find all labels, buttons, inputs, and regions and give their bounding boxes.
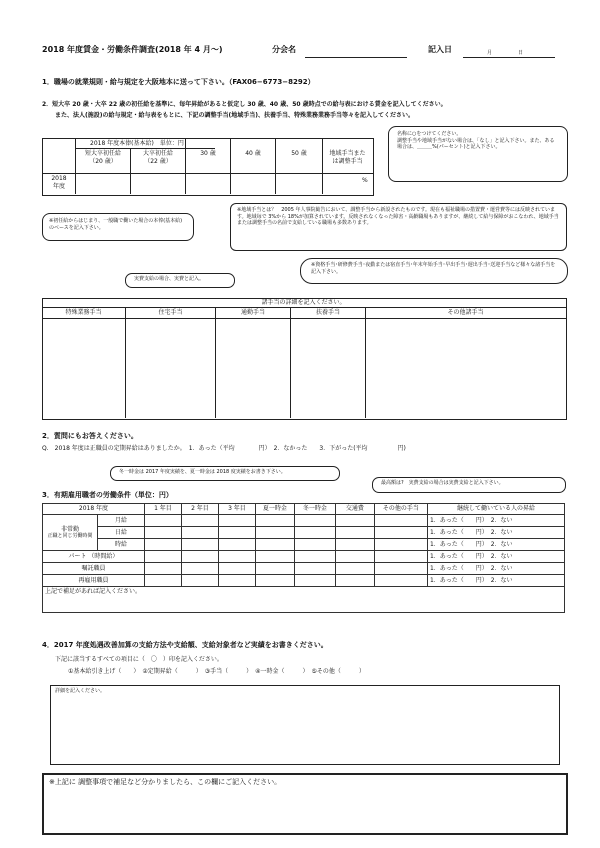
q2-line1: 2．短大卒 20 歳・大卒 22 歳の初任給を基準に、毎年昇給があると仮定し 30 歳、40 歳、50 歳時点での給与表における賃金を記入してください。 [42,101,447,108]
col-age-30: 30 歳 [200,150,216,157]
raise-cell-monthly: 1．あった（ 円） 2．ない [427,515,564,527]
q-raise-title: 2．質問にもお答えください。 [42,432,138,440]
q4-options[interactable]: ①基本給引き上げ（ ） ②定期昇給（ ） ③手当（ ） ④一時金（ ） ⑤その他（ ） [68,668,365,675]
row-reemployed: 再雇用職員 [43,575,145,587]
group-sub: 正職と同じ労働時間 [47,533,93,540]
q3-col-summer: 夏一時金 [255,504,294,515]
note-min-text: 最高額は? 実費支給の場合は実費支給と記入下さい。 [381,480,504,486]
q3-col-year1: 1 年目 [144,504,181,515]
note-actual-bubble [125,273,235,288]
percent-mark: % [362,177,368,184]
footer-note-text: ※上記に 調整事項で補足など分かりましたら、この欄にご記入ください。 [49,778,282,786]
note-start-text: ※初任給からはじまり、一般職で働いた場合の本俸(基本給)のベースを記入下さい。 [49,218,183,231]
day-label: 日 [518,50,524,56]
row-daily: 日給 [98,527,145,539]
group-label: 非常勤 [60,525,79,533]
q2-line2: また、法人(施設)の給与規定・給与表をもとに、下記の調整手当(地域手当)、扶養手当、特殊業務業務手当等々を記入してください。 [55,112,414,119]
date-label: 記入日 [428,45,452,54]
col-other-allowances: その他諸手当 [447,309,484,316]
col-junior-college: 短大卒初任給 （20 歳） [84,150,121,166]
salary-table-header: 2018 年度本俸(基本給) 単位：円 [90,140,184,147]
q1-text: 1．職場の就業規則・給与規定を大阪地本に送って下さい。（FAX06−6773−8292） [42,78,315,86]
q3-col-transport: 交通費 [335,504,374,515]
q3-col-raise: 継続して働いている人の昇給 [427,504,564,515]
note-allow-text: ※資格手当･研修費手当･夜勤または宿直手当･年末年始手当･早出手当･遅出手当･送迎手当など様々な諸手当を記入下さい。 [311,262,556,275]
raise-cell-contract: 1．あった（ 円） 2．ない [427,563,564,575]
q3-footer[interactable]: 上記で補足があれば記入ください。 [43,587,565,613]
q3-col-year2: 2 年目 [181,504,218,515]
footer-note-box[interactable] [42,773,568,835]
q3-col-other: その他の手当 [374,504,427,515]
raise-cell-hourly: 1．あった（ 円） 2．ない [427,539,564,551]
col-age-50: 50 歳 [291,150,307,157]
col-housing: 住宅手当 [158,309,183,316]
q3-col-year3: 3 年目 [218,504,255,515]
group-cell [43,515,98,551]
raise-cell-daily: 1．あった（ 円） 2．ない [427,527,564,539]
month-label: 月 [487,50,493,56]
q4-detail-box[interactable] [50,685,560,765]
q4-sub: 下記に該当するすべての項目に（ 〇 ）印を記入ください。 [55,656,223,663]
note-circle-bubble [388,126,568,182]
note-start-bubble [42,213,194,241]
allowances-title: 諸手当の詳細を記入ください。 [261,299,346,306]
company-label: 分会名 [272,45,296,54]
q4-title: 4．2017 年度処遇改善加算の支給方法や支給額、支給対象者など実績をお書きください。 [42,641,328,649]
row-2018: 2018 年度 [51,175,67,191]
col-special-duty: 特殊業務手当 [65,309,102,316]
col-regional-allowance: 地域手当また は調整手当 [329,150,366,166]
q3-col-year: 2018 年度 [43,504,145,515]
note-region-box [230,203,567,251]
q3-col-winter: 冬一時金 [294,504,335,515]
col-age-40: 40 歳 [245,150,261,157]
date-field[interactable] [463,57,555,58]
fixed-term-table [42,503,565,613]
row-part-time: パート （時間給） [43,551,145,563]
row-monthly: 月給 [98,515,145,527]
note-allow-bubble [300,258,568,284]
row-hourly: 時給 [98,539,145,551]
note-region-text: ※地域手当とは？ 2005 年人事院勧告において、調整手当から新設されたものです。現在も福祉職場の措置費・運営費等には反映されています。地域毎で 3%から 18%が加算されています。反映されなくなった障害・高齢職場もありますが、継続して給与保障がおこなわれ、地域手当または調整手当の名前で支給している職場も多数あります。 [237,207,559,226]
note-winter-bubble [110,466,340,481]
q-raise-question: Q. 2018 年度は正職員の定期昇給はありましたか。 1．あった（平均 円） 2．なかった 3．下がった(平均 円) [42,445,406,452]
note-circle-text: 名称に○をつけてください。 調整手当や地域手当がない場合は、「なし」と記入下さい。また、ある場合は、＿＿＿%(パーセント)と記入下さい。 [397,131,555,150]
col-university: 大卒初任給 （22 歳） [142,150,173,166]
form-title: 2018 年度賃金・労働条件調査(2018 年 4 月〜) [42,45,223,54]
raise-cell-reemployed: 1．あった（ 円） 2．ない [427,575,564,587]
company-field[interactable] [305,57,407,58]
col-commute: 通勤手当 [240,309,265,316]
row-contract: 嘱託職員 [43,563,145,575]
col-family: 扶養手当 [315,309,340,316]
raise-cell-part-time: 1．あった（ 円） 2．ない [427,551,564,563]
note-winter-text: 冬一時金は 2017 年度実績を、夏一時金は 2018 度実績をお書き下さい。 [119,469,286,475]
note-actual-text: 実費支給の場合、実費と記入。 [134,276,205,282]
q3-title: 3．有期雇用職者の労働条件（単位：円） [42,491,173,499]
note-min-bubble [372,477,566,493]
q4-detail-label: 詳細を記入ください。 [55,688,106,694]
